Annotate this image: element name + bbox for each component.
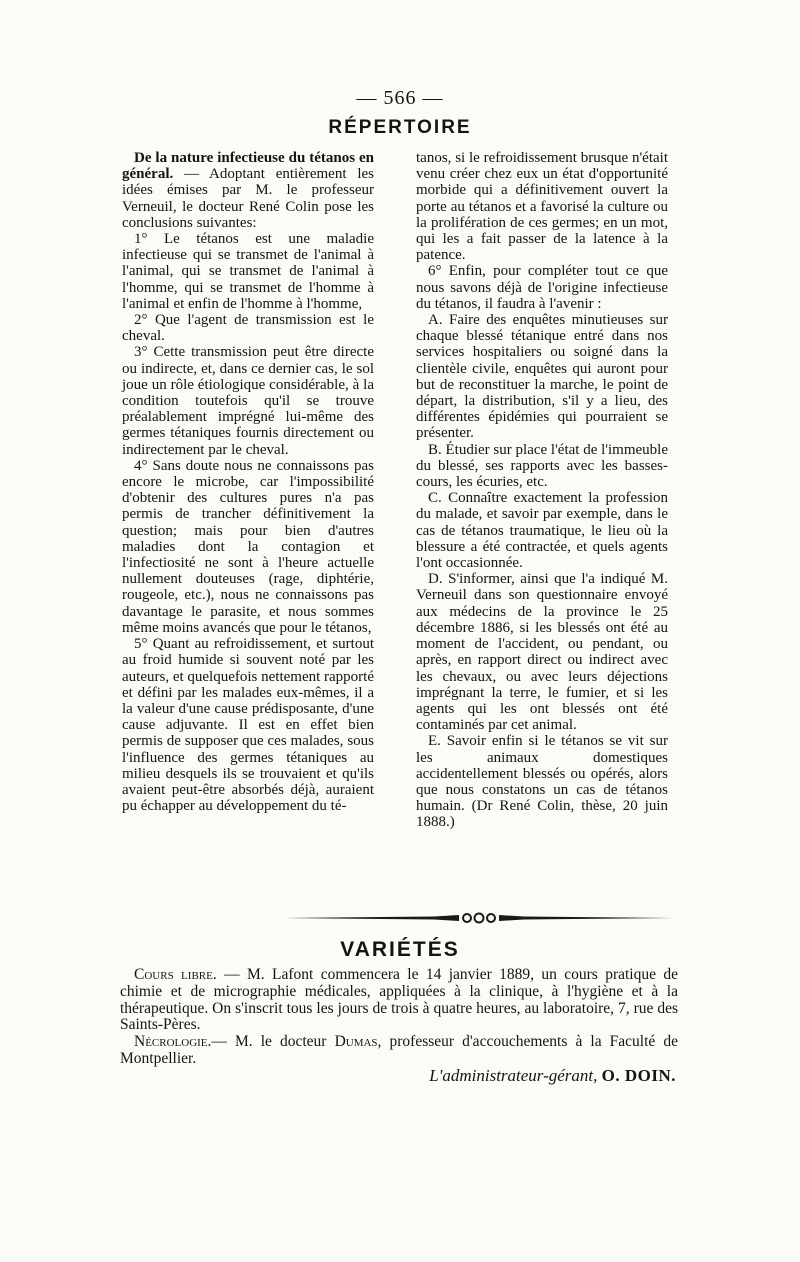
left-column: [122, 150, 374, 814]
signature-role: L'administrateur-gérant,: [429, 1066, 598, 1085]
left-paragraph: 4° Sans doute nous ne connaissons pas encore le microbe, car l'impossibilité d'obtenir des cultures pures n'a pas permis de trancher définitivement la question; mais pour bien d'autres maladies dont la contagion et l'infectiosité ne sont à l'heure actuelle nullement douteuses (rage, diphtérie, rougeole, etc.), nous ne connaissons pas davantage le parasite, et nous sommes même moins avancés que pour le tétanos,: [122, 457, 374, 636]
right-paragraph: E. Savoir enfin si le tétanos se vit sur les animaux domestiques accidentellement blessés ou opérés, alors que nous constatons un cas de tétanos humain. (Dr René Colin, thèse, 20 juin 1888.): [416, 733, 668, 831]
article-intro-text: — Adoptant entièrement les idées émises par M. le professeur Verneuil, le docteur René Colin pose les conclusions suivantes:: [122, 166, 374, 231]
note-text: — M. Lafont commencera le 14 janvier 1889, un cours pratique de chimie et de micrographie médicales, appliquées à la clinique, à l'hygiène et à la thérapeutique. On s'inscrit tous les jours de trois à quatre heures, au laboratoire, 7, rue des Saints-Pères.: [120, 966, 678, 1034]
fleuron-divider-icon: [284, 910, 674, 926]
right-column: [416, 150, 668, 831]
page-number: — 566 —: [356, 87, 444, 109]
note-label: Cours libre.: [134, 966, 217, 983]
note-necrologie: [120, 1034, 678, 1068]
note-cours-libre: [120, 967, 678, 1034]
right-paragraph: A. Faire des enquêtes minutieuses sur chaque blessé tétanique entré dans nos services hospitaliers ou soigné dans la clientèle civile, enquêtes qui auront pour but de reconstituer la marche, le point de départ, la distribution, s'il y a lieu, des différentes épidémies qui pourraient se présenter.: [416, 312, 668, 442]
section-title-varietes: VARIÉTÉS: [340, 938, 460, 961]
note-text: — M. le docteur: [211, 1033, 335, 1051]
right-paragraph: C. Connaître exactement la profession du malade, et savoir par exemple, dans le cas de tétanos traumatique, le lieu où la blessure a été contractée, et quels agents l'ont occasionnée.: [416, 490, 668, 572]
signature-name: O. DOIN.: [601, 1066, 676, 1085]
left-paragraph: 2° Que l'agent de transmission est le cheval.: [122, 312, 374, 345]
article-intro: [122, 150, 374, 231]
left-paragraph: 3° Cette transmission peut être directe ou indirecte, et, dans ce dernier cas, le sol joue un rôle étiologique considérable, à la condition toutefois qu'il se trouve préalablement imprégné lui-même des germes tétaniques fournis directement ou indirectement par le cheval.: [122, 344, 374, 458]
varietes-notes: [120, 967, 678, 1068]
left-paragraph: 1° Le tétanos est une maladie infectieuse qui se transmet de l'animal à l'animal, qui se transmet de l'animal à l'homme, qui se transmet de l'homme à l'animal et enfin de l'homme à l'homme,: [122, 231, 374, 312]
section-title-repertoire: RÉPERTOIRE: [328, 117, 472, 138]
right-paragraph: D. S'informer, ainsi que l'a indiqué M. Verneuil dans son questionnaire envoyé aux médecins de la province le 25 décembre 1886, si les blessés ont été au moment de l'accident, ou pendant, ou après, en rapport direct ou indirect avec les chevaux, ou avec leurs déjections imprégnant la terre, le fumier, et si les agents qui les ont blessés ont été contaminés par cet animal.: [416, 571, 668, 734]
left-paragraph: 5° Quant au refroidissement, et surtout au froid humide si souvent noté par les auteurs, et quelquefois nettement rapporté et défini par les malades eux-mêmes, il a la valeur d'une cause prédisposante, d'une cause adjuvante. Il est en effet bien permis de supposer que ces malades, sous l'influence des germes tétaniques au milieu desquels ils se trouvaient et qu'ils avaient peut-être absorbés déjà, auraient pu échapper au développement du té-: [122, 636, 374, 815]
note-text: , professeur d'accouchements à la Faculté de Montpellier.: [120, 1033, 679, 1067]
right-paragraph: 6° Enfin, pour compléter tout ce que nous savons déjà de l'origine infectieuse du tétanos, il faudra à l'avenir :: [416, 263, 668, 312]
article-heading: De la nature infectieuse du tétanos en général.: [122, 150, 374, 183]
right-paragraph: B. Étudier sur place l'état de l'immeuble du blessé, ses rapports avec les basses-cours, les écuries, etc.: [416, 441, 668, 491]
note-name: Dumas: [334, 1033, 378, 1051]
signature: [0, 1066, 676, 1086]
note-label: Nécrologie.: [134, 1033, 212, 1051]
right-paragraph: tanos, si le refroidissement brusque n'était venu créer chez eux un état d'opportunité morbide qui a définitivement ouvert la porte au tétanos et a favorisé la culture ou la prolifération de ces germes; en un mot, qui les a fait passer de la latence à la patence.: [416, 150, 668, 264]
